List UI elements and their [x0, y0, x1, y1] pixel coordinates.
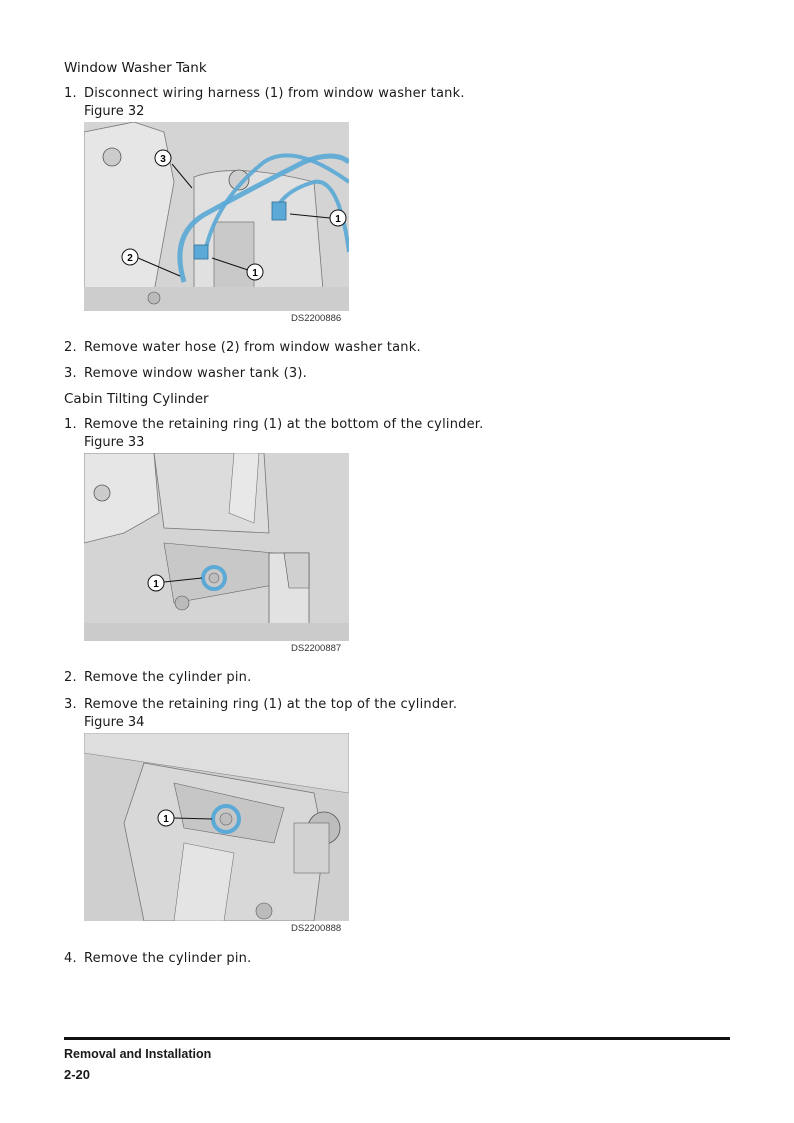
step-remove-pin-2: [64, 951, 664, 969]
step-text: Remove the cylinder pin.: [84, 951, 252, 966]
step-text: Remove water hose (2) from window washer tank.: [84, 340, 421, 355]
step-number: 2.: [64, 340, 77, 355]
step-disconnect-harness: [64, 86, 664, 104]
step-remove-top-ring: [64, 697, 664, 715]
step-number: 2.: [64, 670, 77, 685]
figure-32-callout-1a: 1: [335, 214, 341, 225]
step-number: 1.: [64, 417, 77, 432]
figure-34-callout-1: 1: [163, 814, 169, 825]
step-remove-bottom-ring: [64, 417, 664, 435]
footer-rule: [64, 1037, 730, 1040]
step-remove-tank: [64, 366, 664, 384]
figure-33-code: DS2200887: [291, 643, 342, 654]
step-remove-hose: [64, 340, 664, 358]
figure-33-image: [84, 453, 349, 641]
section-heading-cabin-cylinder: Cabin Tilting Cylinder: [64, 391, 209, 407]
step-text: Disconnect wiring harness (1) from window washer tank.: [84, 86, 465, 101]
figure-34-code: DS2200888: [291, 923, 342, 934]
figure-32-code: DS2200886: [291, 313, 342, 324]
step-text: Remove the cylinder pin.: [84, 670, 252, 685]
figure-34-label: Figure 34: [84, 715, 145, 730]
figure-32-label: Figure 32: [84, 104, 145, 119]
figure-33-label: Figure 33: [84, 435, 145, 450]
step-number: 3.: [64, 366, 77, 381]
footer-page-number: 2-20: [64, 1067, 91, 1082]
figure-32-image: [84, 122, 349, 311]
step-text: Remove the retaining ring (1) at the top of the cylinder.: [84, 697, 458, 712]
step-remove-pin-1: [64, 670, 664, 688]
figure-33-callout-1: 1: [153, 579, 159, 590]
step-number: 3.: [64, 697, 77, 712]
figure-32-callout-2: 2: [127, 253, 133, 264]
figure-34-image: [84, 733, 349, 921]
step-text: Remove window washer tank (3).: [84, 366, 307, 381]
step-number: 4.: [64, 951, 77, 966]
step-number: 1.: [64, 86, 77, 101]
figure-32-callout-3: 3: [160, 154, 166, 165]
step-text: Remove the retaining ring (1) at the bottom of the cylinder.: [84, 417, 484, 432]
section-heading-washer-tank: Window Washer Tank: [64, 60, 207, 76]
footer-section-title: Removal and Installation: [64, 1047, 212, 1061]
figure-32-callout-1b: 1: [252, 268, 258, 279]
